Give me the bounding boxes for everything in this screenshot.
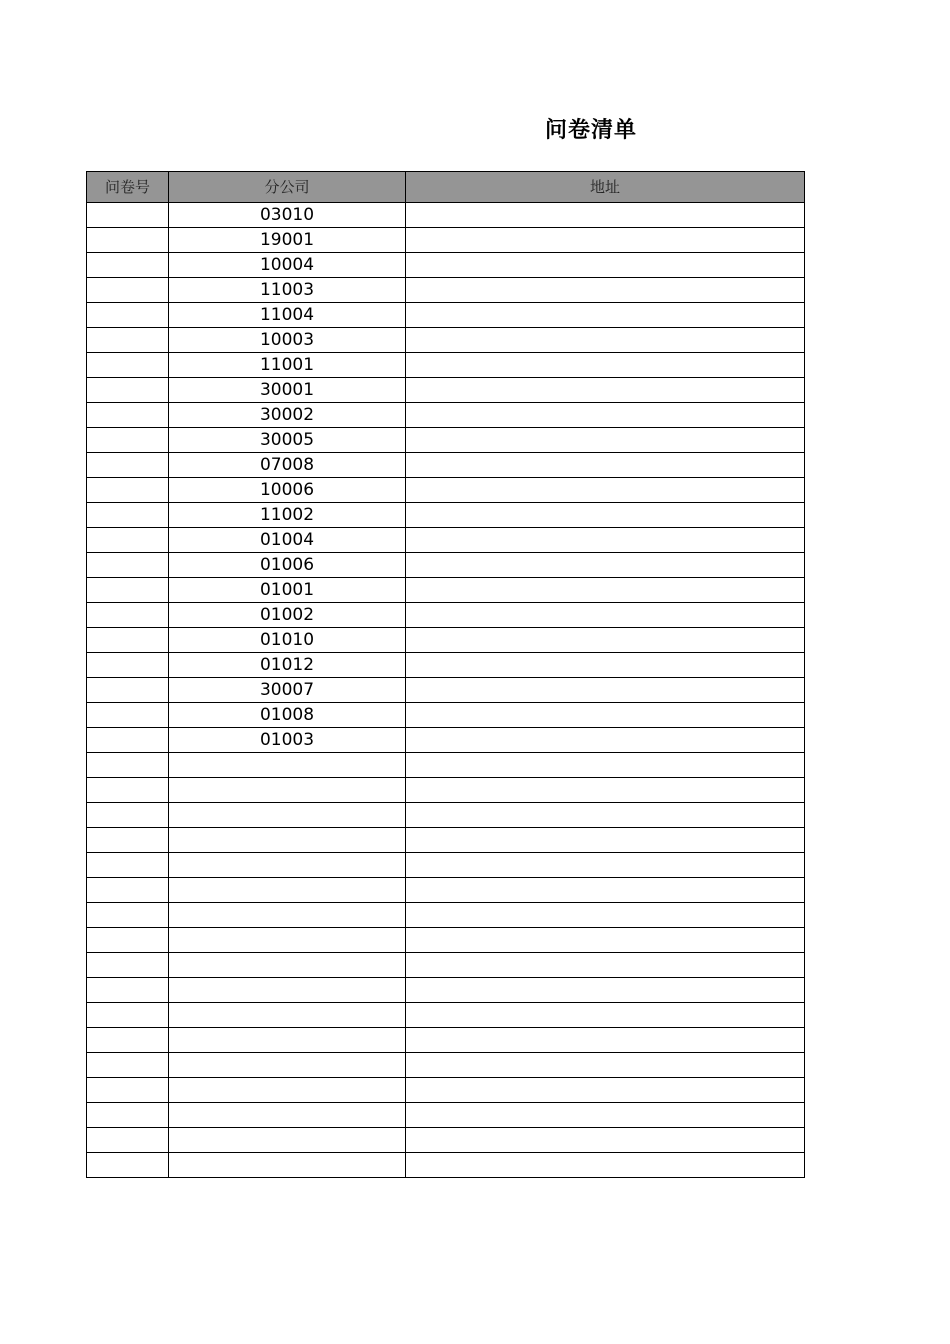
cell-address[interactable] xyxy=(406,478,805,503)
cell-branch[interactable]: 01008 xyxy=(169,703,406,728)
cell-address[interactable] xyxy=(406,1003,805,1028)
cell-address[interactable] xyxy=(406,503,805,528)
table-row xyxy=(87,453,805,478)
cell-address[interactable] xyxy=(406,803,805,828)
cell-questionnaire-no[interactable] xyxy=(87,253,169,278)
cell-address[interactable] xyxy=(406,703,805,728)
cell-address[interactable] xyxy=(406,603,805,628)
cell-branch[interactable]: 01002 xyxy=(169,603,406,628)
cell-address[interactable] xyxy=(406,528,805,553)
cell-questionnaire-no[interactable] xyxy=(87,728,169,753)
cell-questionnaire-no[interactable] xyxy=(87,653,169,678)
cell-branch[interactable] xyxy=(169,1053,406,1078)
cell-questionnaire-no[interactable] xyxy=(87,378,169,403)
cell-questionnaire-no[interactable] xyxy=(87,1103,169,1128)
cell-address[interactable] xyxy=(406,303,805,328)
cell-questionnaire-no[interactable] xyxy=(87,553,169,578)
table-row xyxy=(87,1153,805,1178)
cell-questionnaire-no[interactable] xyxy=(87,528,169,553)
cell-branch[interactable] xyxy=(169,1078,406,1103)
header-address: 地址 xyxy=(406,172,805,203)
cell-questionnaire-no[interactable] xyxy=(87,878,169,903)
table-row xyxy=(87,703,805,728)
cell-branch[interactable]: 11002 xyxy=(169,503,406,528)
table-row xyxy=(87,1028,805,1053)
cell-branch[interactable] xyxy=(169,828,406,853)
cell-branch[interactable]: 11004 xyxy=(169,303,406,328)
cell-questionnaire-no[interactable] xyxy=(87,453,169,478)
table-row xyxy=(87,803,805,828)
cell-branch[interactable] xyxy=(169,928,406,953)
table-row xyxy=(87,928,805,953)
cell-branch[interactable] xyxy=(169,1153,406,1178)
table-row xyxy=(87,278,805,303)
table-row xyxy=(87,1003,805,1028)
header-branch: 分公司 xyxy=(169,172,406,203)
cell-branch[interactable] xyxy=(169,1128,406,1153)
cell-address[interactable] xyxy=(406,653,805,678)
cell-questionnaire-no[interactable] xyxy=(87,928,169,953)
table-row xyxy=(87,1128,805,1153)
table-row xyxy=(87,553,805,578)
cell-branch[interactable]: 10006 xyxy=(169,478,406,503)
cell-branch[interactable] xyxy=(169,1003,406,1028)
table-row xyxy=(87,778,805,803)
cell-questionnaire-no[interactable] xyxy=(87,953,169,978)
table-row xyxy=(87,428,805,453)
cell-address[interactable] xyxy=(406,278,805,303)
table-row xyxy=(87,253,805,278)
cell-questionnaire-no[interactable] xyxy=(87,1078,169,1103)
cell-branch[interactable] xyxy=(169,1103,406,1128)
cell-address[interactable] xyxy=(406,1103,805,1128)
cell-address[interactable] xyxy=(406,1028,805,1053)
cell-questionnaire-no[interactable] xyxy=(87,828,169,853)
cell-branch[interactable] xyxy=(169,853,406,878)
cell-questionnaire-no[interactable] xyxy=(87,603,169,628)
cell-branch[interactable]: 10004 xyxy=(169,253,406,278)
cell-address[interactable] xyxy=(406,853,805,878)
cell-questionnaire-no[interactable] xyxy=(87,903,169,928)
cell-questionnaire-no[interactable] xyxy=(87,1028,169,1053)
cell-address[interactable] xyxy=(406,628,805,653)
table-row xyxy=(87,303,805,328)
cell-address[interactable] xyxy=(406,453,805,478)
table-row xyxy=(87,978,805,1003)
table-row xyxy=(87,1053,805,1078)
table-body xyxy=(87,203,805,1178)
cell-address[interactable] xyxy=(406,878,805,903)
cell-questionnaire-no[interactable] xyxy=(87,703,169,728)
cell-branch[interactable] xyxy=(169,878,406,903)
cell-branch[interactable] xyxy=(169,978,406,1003)
table-row xyxy=(87,353,805,378)
cell-branch[interactable] xyxy=(169,803,406,828)
cell-questionnaire-no[interactable] xyxy=(87,228,169,253)
table-row xyxy=(87,478,805,503)
cell-branch[interactable]: 30005 xyxy=(169,428,406,453)
table-header-row xyxy=(87,172,805,203)
cell-questionnaire-no[interactable] xyxy=(87,1003,169,1028)
cell-address[interactable] xyxy=(406,553,805,578)
cell-branch[interactable] xyxy=(169,903,406,928)
cell-questionnaire-no[interactable] xyxy=(87,578,169,603)
cell-questionnaire-no[interactable] xyxy=(87,328,169,353)
table-row xyxy=(87,678,805,703)
cell-questionnaire-no[interactable] xyxy=(87,1128,169,1153)
cell-questionnaire-no[interactable] xyxy=(87,753,169,778)
table-row xyxy=(87,1078,805,1103)
cell-branch[interactable]: 01006 xyxy=(169,553,406,578)
cell-questionnaire-no[interactable] xyxy=(87,853,169,878)
cell-branch[interactable]: 01003 xyxy=(169,728,406,753)
cell-branch[interactable]: 11003 xyxy=(169,278,406,303)
cell-address[interactable] xyxy=(406,253,805,278)
cell-questionnaire-no[interactable] xyxy=(87,278,169,303)
cell-branch[interactable]: 01001 xyxy=(169,578,406,603)
cell-questionnaire-no[interactable] xyxy=(87,778,169,803)
cell-branch[interactable]: 30001 xyxy=(169,378,406,403)
cell-questionnaire-no[interactable] xyxy=(87,803,169,828)
cell-questionnaire-no[interactable] xyxy=(87,403,169,428)
table-row xyxy=(87,653,805,678)
cell-address[interactable] xyxy=(406,728,805,753)
cell-questionnaire-no[interactable] xyxy=(87,203,169,228)
table-row xyxy=(87,953,805,978)
table-row xyxy=(87,1103,805,1128)
cell-address[interactable] xyxy=(406,1153,805,1178)
cell-branch[interactable] xyxy=(169,1028,406,1053)
cell-address[interactable] xyxy=(406,678,805,703)
table-row xyxy=(87,528,805,553)
cell-address[interactable] xyxy=(406,953,805,978)
cell-branch[interactable]: 19001 xyxy=(169,228,406,253)
cell-address[interactable] xyxy=(406,428,805,453)
cell-address[interactable] xyxy=(406,828,805,853)
table-row xyxy=(87,828,805,853)
cell-address[interactable] xyxy=(406,778,805,803)
cell-address[interactable] xyxy=(406,928,805,953)
cell-address[interactable] xyxy=(406,203,805,228)
table-row xyxy=(87,328,805,353)
page-title: 问卷清单 xyxy=(545,118,638,143)
cell-branch[interactable] xyxy=(169,953,406,978)
cell-address[interactable] xyxy=(406,978,805,1003)
table-row xyxy=(87,878,805,903)
cell-branch[interactable]: 07008 xyxy=(169,453,406,478)
table-row xyxy=(87,403,805,428)
cell-questionnaire-no[interactable] xyxy=(87,428,169,453)
cell-questionnaire-no[interactable] xyxy=(87,678,169,703)
cell-address[interactable] xyxy=(406,1128,805,1153)
table-row xyxy=(87,578,805,603)
table-row xyxy=(87,503,805,528)
cell-branch[interactable]: 01004 xyxy=(169,528,406,553)
cell-address[interactable] xyxy=(406,1078,805,1103)
table-row xyxy=(87,203,805,228)
table-row xyxy=(87,753,805,778)
header-questionnaire-no: 问卷号 xyxy=(87,172,169,203)
table-row xyxy=(87,228,805,253)
cell-branch[interactable]: 11001 xyxy=(169,353,406,378)
cell-address[interactable] xyxy=(406,753,805,778)
cell-questionnaire-no[interactable] xyxy=(87,628,169,653)
cell-address[interactable] xyxy=(406,403,805,428)
cell-branch[interactable]: 01010 xyxy=(169,628,406,653)
cell-questionnaire-no[interactable] xyxy=(87,478,169,503)
cell-branch[interactable] xyxy=(169,778,406,803)
table-row xyxy=(87,853,805,878)
cell-address[interactable] xyxy=(406,228,805,253)
questionnaire-table xyxy=(86,171,805,1178)
table-row xyxy=(87,628,805,653)
cell-questionnaire-no[interactable] xyxy=(87,353,169,378)
cell-questionnaire-no[interactable] xyxy=(87,303,169,328)
cell-questionnaire-no[interactable] xyxy=(87,978,169,1003)
table-row xyxy=(87,903,805,928)
cell-address[interactable] xyxy=(406,328,805,353)
table-row xyxy=(87,728,805,753)
cell-branch[interactable]: 03010 xyxy=(169,203,406,228)
cell-branch[interactable]: 01012 xyxy=(169,653,406,678)
cell-address[interactable] xyxy=(406,353,805,378)
cell-questionnaire-no[interactable] xyxy=(87,503,169,528)
cell-branch[interactable] xyxy=(169,753,406,778)
cell-address[interactable] xyxy=(406,378,805,403)
cell-branch[interactable]: 30002 xyxy=(169,403,406,428)
cell-branch[interactable]: 30007 xyxy=(169,678,406,703)
cell-questionnaire-no[interactable] xyxy=(87,1153,169,1178)
cell-address[interactable] xyxy=(406,578,805,603)
cell-questionnaire-no[interactable] xyxy=(87,1053,169,1078)
cell-address[interactable] xyxy=(406,1053,805,1078)
table-row xyxy=(87,378,805,403)
table-row xyxy=(87,603,805,628)
cell-address[interactable] xyxy=(406,903,805,928)
cell-branch[interactable]: 10003 xyxy=(169,328,406,353)
